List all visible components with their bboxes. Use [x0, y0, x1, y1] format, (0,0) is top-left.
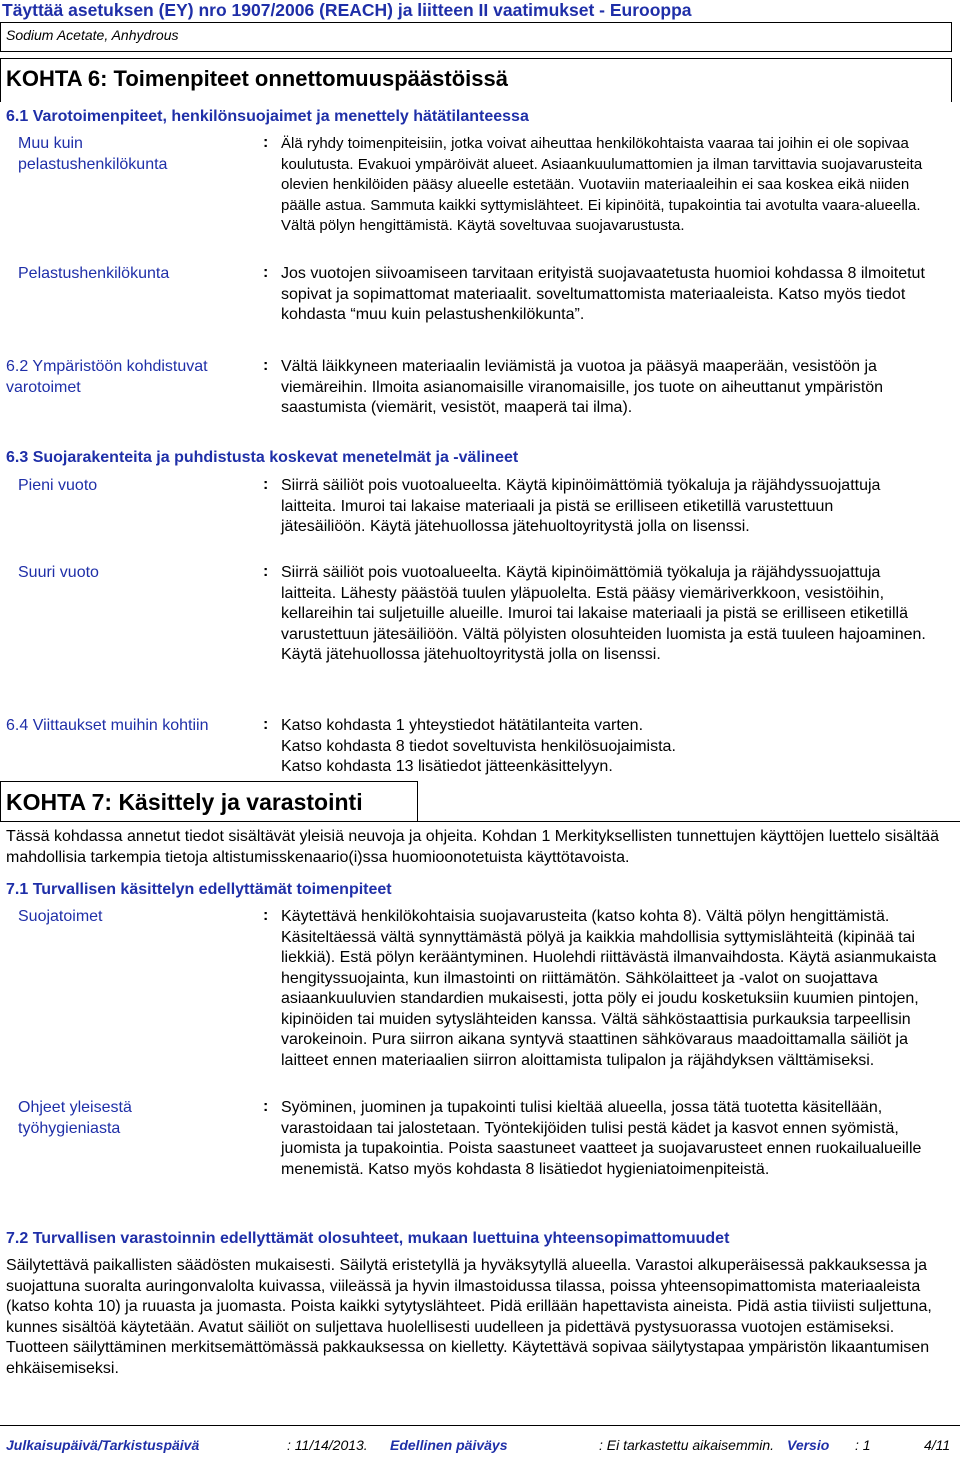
footer-version-label: Versio — [787, 1437, 830, 1453]
footer-previous-date-value: : Ei tarkastettu aikaisemmin. — [599, 1437, 775, 1453]
small-spill-label: Pieni vuoto — [18, 477, 98, 494]
product-name: Sodium Acetate, Anhydrous — [6, 27, 179, 43]
subsection-6-3-heading: 6.3 Suojarakenteita ja puhdistusta koskevat menetelmät ja -välineet — [6, 449, 519, 466]
divider — [0, 821, 960, 822]
nonemergency-label: Muu kuin pelastushenkilökunta — [18, 135, 168, 173]
protective-measures-label: Suojatoimet — [18, 908, 103, 925]
footer-date-value: : 11/14/2013. — [287, 1437, 368, 1453]
colon: : — [263, 716, 269, 733]
subsection-7-2-text: Säilytettävä paikallisten säädösten mukaisesti. Säilytä eristetyllä ja hyväksytyllä alueella. Varastoi alkuperäisessä pakkauksessa ja suojattuna suoralta auringonvalolta kuivassa, viileässä ja hyvin ilmastoidussa tilassa, poissa yhteensopimattomista materiaaleista (katso kohta 10) ja ruuasta ja juomasta. Poista kaikki sytytyslähteet. Pidä erillään hapettavista aineista. Pidä astia tiiviisti suljettuna, kunnes sisältöä käytetään. Avatut säiliöt on suljettava huolellisesti uudelleen ja pidettävä pystysuorassa vuotojen estämiseksi. Tuotteen säilyttäminen merkitsemättömässä pakkauksessa on kielletty. Käytettävä sopivaa säilytystapaa ympäristön likaantumisen ehkäisemiseksi. — [6, 1257, 932, 1377]
reference-line: Katso kohdasta 8 tiedot soveltuvista henkilösuojaimista. — [281, 737, 676, 755]
colon: : — [263, 563, 269, 580]
footer-page-number: 4/11 — [924, 1437, 951, 1453]
footer-version-value: : 1 — [855, 1437, 871, 1453]
subsection-6-4-label: 6.4 Viittaukset muihin kohtiin — [6, 717, 209, 734]
emergency-label: Pelastushenkilökunta — [18, 265, 170, 282]
footer-divider — [0, 1425, 960, 1426]
colon: : — [263, 357, 269, 374]
section-7-intro: Tässä kohdassa annetut tiedot sisältävät yleisiä neuvoja ja ohjeita. Kohdan 1 Merkityksellisten tunnettujen käyttöjen luettelo sisältää mahdollisia tarkempia tietoja altistumisskenaario(i)ssa huomioonotetuista käyttötavoista. — [6, 828, 939, 866]
colon: : — [263, 1098, 269, 1115]
protective-measures-text: Käytettävä henkilökohtaisia suojavarusteita (katso kohta 8). Vältä pölyn hengittämistä. Käsiteltäessä vältä synnyttämästä pölyä ja kaikkia mahdollisia syttymislähteitä (kipinää tai liekkiä). Estä pölyn kerääntyminen. Huolehdi riittävästä ilmanvaihdosta. Käytä asianmukaista hengityssuojainta, kun ilmastointi on riittämätön. Sähkölaitteet ja -valot on suojattava asiaankuuluvien standardien mukaisesti, jotta pöly ei joudu kosketuksiin kuumien pintojen, kipinöiden tai muiden sytyslähteiden kanssa. Vältä sähköstaattisia purkauksia tarpeellisin varokeinoin. Pura siirron aikana syntyvä staattinen sähkövaraus maadoittamalla säiliöt ja laitteet ennen materiaalien siirron aloittamista tulipalon ja räjähdyksen välttämiseksi. — [281, 908, 937, 1069]
colon: : — [263, 907, 269, 924]
subsection-7-2-heading: 7.2 Turvallisen varastoinnin edellyttämät olosuhteet, mukaan luettuina yhteensopimattomuudet — [6, 1230, 730, 1247]
large-spill-label: Suuri vuoto — [18, 564, 99, 581]
reference-line: Katso kohdasta 1 yhteystiedot hätätilanteita varten. — [281, 717, 644, 734]
colon: : — [263, 476, 269, 493]
hygiene-label: Ohjeet yleisestä työhygieniasta — [18, 1099, 132, 1137]
subsection-6-1-heading: 6.1 Varotoimenpiteet, henkilönsuojaimet ja menettely hätätilanteessa — [6, 108, 529, 125]
footer-date-label: Julkaisupäivä/Tarkistuspäivä — [6, 1437, 200, 1453]
footer-previous-date-label: Edellinen päiväys — [390, 1437, 508, 1453]
small-spill-text: Siirrä säiliöt pois vuotoalueelta. Käytä kipinöimättömiä työkaluja ja räjähdyssuojattuja laitteita. Imuroi tai lakaise materiaali ja pistä se erilliseen etiketillä varustettuun jätesäiliöön. Käytä jätehuollossa jätehuoltoyritystä jolla on lisenssi. — [281, 477, 881, 535]
colon: : — [263, 264, 269, 281]
large-spill-text: Siirrä säiliöt pois vuotoalueelta. Käytä kipinöimättömiä työkaluja ja räjähdyssuojattuja laitteita. Lähesty päästöä tuulen yläpuolelta. Estä pääsy viemäriverkkoon, vesistöihin, kellareihin tai suljetuille alueille. Imuroi tai lakaise materiaali ja pistä se erilliseen etiketillä varustettuun jätesäiliöön. Vältä pölyisten olosuhteiden luomista ja estä tuuleen hajoaminen. Käytä jätehuollossa jätehuoltoyritystä jolla on lisenssi. — [281, 564, 926, 663]
document-header-title: Täyttää asetuksen (EY) nro 1907/2006 (REACH) ja liitteen II vaatimukset - Eurooppa — [2, 0, 692, 20]
nonemergency-text: Älä ryhdy toimenpiteisiin, jotka voivat aiheuttaa henkilökohtaista vaaraa tai joihin ei ole sopivaa koulutusta. Evakuoi ympäröivät alueet. Asiaankuulumattomien ja ilman tarvittavia suojavarusteita olevien henkilöiden pääsy alueelle estetään. Vuotaviin materiaaleihin ei saa koskea eikä niiden päälle astua. Sammuta kaikki syttymislähteet. Ei kipinöitä, tupakointia tai avotulta vaara-alueella. Vältä pölyn hengittämistä. Käytä soveltuvaa suojavarustusta. — [281, 135, 923, 234]
section-6-title: KOHTA 6: Toimenpiteet onnettomuuspäästöissä — [6, 66, 508, 91]
subsection-6-2-label: 6.2 Ympäristöön kohdistuvat varotoimet — [6, 358, 208, 396]
reference-line: Katso kohdasta 13 lisätiedot jätteenkäsittelyyn. — [281, 758, 613, 775]
hygiene-text: Syöminen, juominen ja tupakointi tulisi kieltää alueella, jossa tätä tuotetta käsitellään, varastoidaan tai jalostetaan. Työntekijöiden tulisi pestä kädet ja kasvot ennen syömistä, juomista ja tupakointia. Poista saastuneet vaatteet ja suojavarusteet ennen ruokailualueille menemistä. Katso myös kohdasta 8 lisätiedot hygieniatoimenpiteistä. — [281, 1099, 922, 1178]
colon: : — [263, 134, 269, 151]
subsection-6-2-text: Vältä läikkyneen materiaalin leviämistä ja vuotoa ja pääsyä maaperään, vesistöön ja viemäreihin. Ilmoita asianomaisille viranomaisille, jos tuote on aiheuttanut ympäristön saastumista (viemärit, vesistöt, maaperä tai ilma). — [281, 358, 884, 416]
references-list — [281, 716, 941, 778]
section-7-title: KOHTA 7: Käsittely ja varastointi — [6, 789, 363, 815]
subsection-7-1-heading: 7.1 Turvallisen käsittelyn edellyttämät toimenpiteet — [6, 881, 392, 898]
emergency-text: Jos vuotojen siivoamiseen tarvitaan erityistä suojavaatetusta huomioi kohdassa 8 ilmoitetut sopivat ja sopimattomat materiaalit. soveltumattomista materiaaleista. Katso myös tiedot kohdasta “muu kuin pelastushenkilökunta”. — [281, 265, 925, 323]
